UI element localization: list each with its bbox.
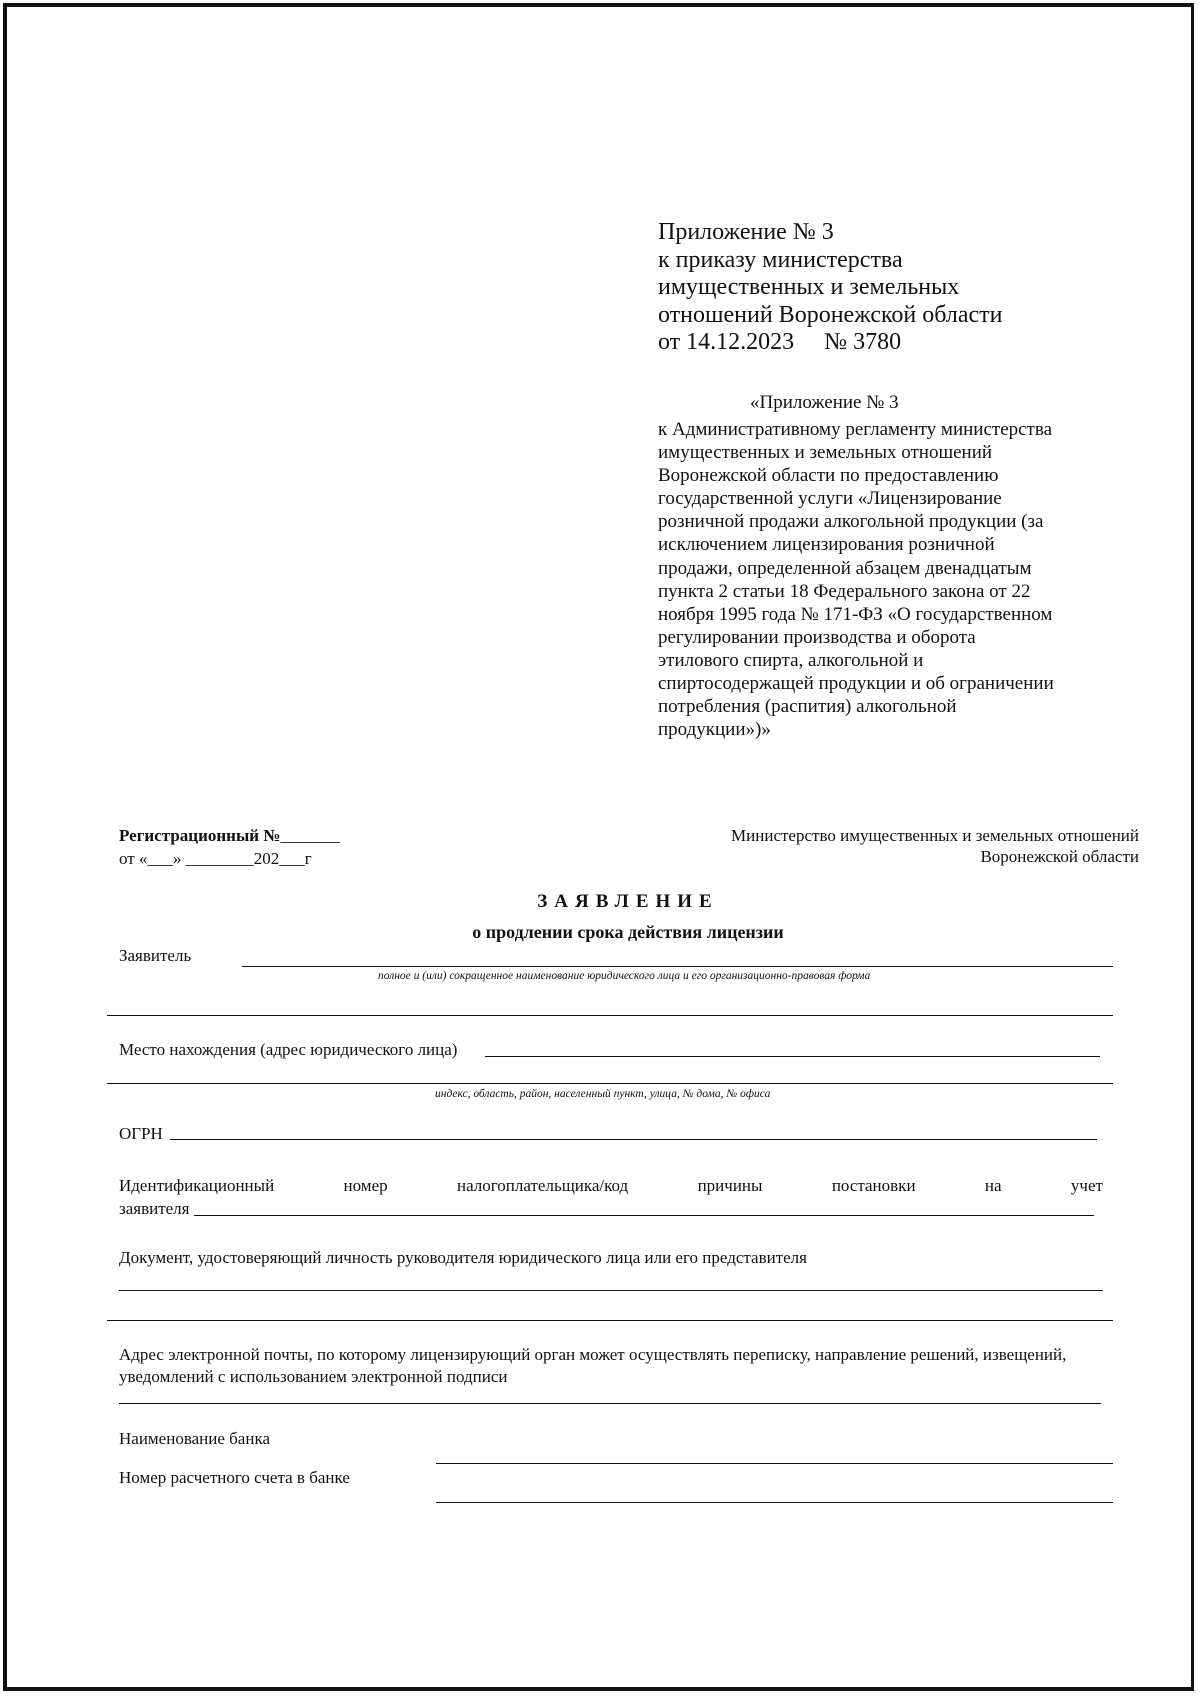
tin-label-word: причины	[697, 1176, 763, 1195]
ogrn-field[interactable]	[170, 1139, 1097, 1140]
location-field-continued[interactable]	[107, 1083, 1113, 1084]
order-header	[658, 219, 1003, 357]
email-field[interactable]	[119, 1403, 1101, 1404]
order-date: от 14.12.2023	[658, 329, 795, 355]
tin-label-word: на	[984, 1176, 1002, 1195]
appendix-line: розничной продажи алкогольной продукции (за	[658, 511, 1044, 533]
location-hint: индекс, область, район, населенный пункт, улица, № дома, № офиса	[435, 1088, 771, 1100]
appendix-line: продажи, определенной абзацем двенадцатым	[658, 557, 1032, 579]
recipient-line: Министерство имущественных и земельных отношений	[731, 826, 1139, 845]
appendix-line: потребления (распития) алкогольной	[658, 696, 957, 718]
ogrn-label: ОГРН	[119, 1124, 163, 1143]
appendix-line: этилового спирта, алкогольной и	[658, 649, 924, 671]
order-header-line: имущественных и земельных	[658, 274, 960, 300]
registration-number	[119, 826, 340, 846]
tin-field[interactable]	[194, 1215, 1094, 1216]
appendix-line: спиртосодержащей продукции и об ограничении	[658, 673, 1054, 695]
appendix-line: пункта 2 статьи 18 Федерального закона от 22	[658, 580, 1031, 602]
appendix-line: регулировании производства и оборота	[658, 626, 976, 648]
tin-label-word: номер	[343, 1176, 388, 1195]
tin-label-word: учет	[1070, 1176, 1103, 1195]
tin-label-line2: заявителя	[119, 1199, 190, 1218]
order-number: № 3780	[824, 329, 902, 355]
order-header-line: к приказу министерства	[658, 246, 903, 273]
order-date-line	[658, 329, 1003, 357]
order-header-line: отношений Воронежской области	[658, 301, 1003, 328]
order-header-line: Приложение № 3	[658, 219, 834, 245]
tin-label-word: налогоплательщика/код	[456, 1176, 629, 1195]
bank-name-field[interactable]	[436, 1463, 1113, 1464]
appendix-line: к Административному регламенту министерства	[658, 419, 1053, 440]
location-label: Место нахождения (адрес юридического лица)	[119, 1040, 458, 1059]
recipient-line: Воронежской области	[980, 847, 1139, 866]
applicant-hint: полное и (или) сокращенное наименование юридического лица и его организационно-правовая форма	[378, 970, 871, 982]
registration-blank: _______	[280, 826, 340, 845]
applicant-field[interactable]	[242, 966, 1113, 967]
email-label: Адрес электронной почты, по которому лицензирующий орган может осуществлять переписку, направление решений, извещений, уведомлений с использованием электронной подписи	[119, 1345, 1067, 1386]
id-document-field[interactable]	[119, 1290, 1103, 1291]
registration-label: Регистрационный №	[119, 826, 281, 845]
applicant-field-continued[interactable]	[107, 1015, 1113, 1016]
id-document-label: Документ, удостоверяющий личность руководителя юридического лица или его представителя	[119, 1248, 807, 1267]
id-document-field-continued[interactable]	[107, 1320, 1113, 1321]
tin-label-word: Идентификационный	[119, 1176, 275, 1195]
appendix-text	[658, 418, 1054, 741]
appendix-title: «Приложение № 3	[750, 392, 899, 413]
registration-date: от «___» ________202___г	[119, 849, 312, 868]
location-field[interactable]	[485, 1056, 1100, 1057]
tin-label	[119, 1176, 1103, 1196]
appendix-line: государственной услуги «Лицензирование	[658, 488, 1002, 510]
appendix-line: имущественных и земельных отношений	[658, 442, 993, 464]
document-title: ЗАЯВЛЕНИЕ	[537, 891, 719, 912]
bank-name-label: Наименование банка	[119, 1429, 270, 1448]
appendix-line: исключением лицензирования розничной	[658, 534, 995, 556]
appendix-line: ноября 1995 года № 171-ФЗ «О государственном	[658, 603, 1053, 625]
document-subtitle: о продлении срока действия лицензии	[472, 922, 784, 942]
appendix-line: продукции»)»	[658, 719, 771, 741]
bank-account-field[interactable]	[436, 1502, 1113, 1503]
applicant-label: Заявитель	[119, 946, 192, 965]
bank-account-label: Номер расчетного счета в банке	[119, 1468, 350, 1487]
appendix-line: Воронежской области по предоставлению	[658, 465, 999, 487]
tin-label-word: постановки	[831, 1176, 916, 1195]
